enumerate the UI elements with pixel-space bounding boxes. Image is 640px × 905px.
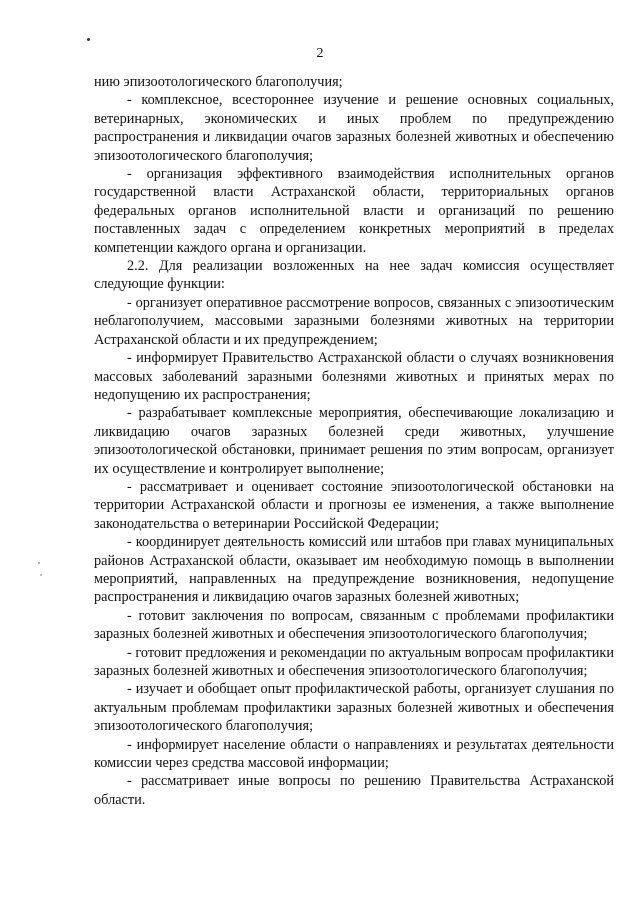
list-item: - рассматривает и оценивает состояние эпизоотологической обстановки на территории Астраханской области и прогнозы ее изменения, а также выполнение законодательства о ветеринарии Российской Федерации; [94, 478, 614, 532]
list-item: - разрабатывает комплексные мероприятия, обеспечивающие локализацию и ликвидацию очагов заразных болезней среди животных, улучшение эпизоотологической обстановки, принимает решения по этим вопросам, организует их осуществление и контролирует выполнение; [94, 405, 614, 477]
list-item: - готовит заключения по вопросам, связанным с проблемами профилактики заразных болезней животных и обеспечения эпизоотологического благополучия; [94, 607, 614, 643]
scan-speck [38, 562, 40, 564]
list-item: - информирует Правительство Астраханской области о случаях возникновения массовых заболеваний заразными болезнями животных и принятых мерах по недопущению их распространения; [94, 350, 614, 403]
scan-speck [87, 38, 90, 41]
list-item: - комплексное, всестороннее изучение и решение основных социальных, ветеринарных, экономических и иных проблем по предупреждению распространения и ликвидации очагов заразных болезней животных и обеспечению эпизоотологического благополучия; [94, 92, 614, 164]
list-item: - готовит предложения и рекомендации по актуальным вопросам профилактики заразных болезней животных и обеспечения эпизоотологического благополучия; [94, 644, 614, 679]
scan-speck [40, 574, 42, 576]
list-item: - организует оперативное рассмотрение вопросов, связанных с эпизоотическим неблагополучием, массовыми заразными болезнями животных на территории Астраханской области и их предупреждением; [94, 294, 614, 348]
paragraph-continuation: нию эпизоотологического благополучия; [94, 74, 343, 90]
list-item: - изучает и обобщает опыт профилактической работы, организует слушания по актуальным проблемам профилактики заразных болезней животных и обеспечения эпизоотологического благополучия; [94, 681, 614, 735]
section-paragraph: 2.2. Для реализации возложенных на нее задач комиссия осуществляет следующие функции: [94, 258, 614, 293]
list-item: - координирует деятельность комиссий или штабов при главах муниципальных районов Астраханской области, оказывает им необходимую помощь в выполнении мероприятий, направленных на предупреждение возникновения, недопущение распространения и ликвидацию очагов заразных болезней животных; [94, 534, 614, 606]
document-body [94, 73, 614, 809]
list-item: - информирует население области о направлениях и результатах деятельности комиссии через средства массовой информации; [94, 736, 614, 772]
list-item: - рассматривает иные вопросы по решению Правительства Астраханской области. [94, 773, 614, 808]
list-item: - организация эффективного взаимодействия исполнительных органов государственной власти Астраханской области, территориальных органов федеральных органов исполнительной власти и организаций по решению поставленных задач с определением конкретных мероприятий в пределах компетенции каждого органа и организации. [94, 166, 614, 256]
page-number: 2 [316, 46, 324, 61]
